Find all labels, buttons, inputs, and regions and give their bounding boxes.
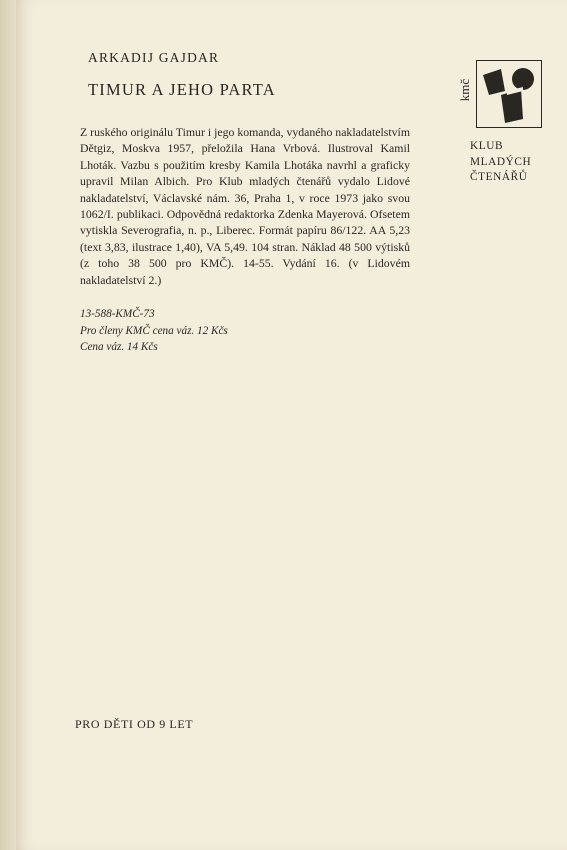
club-line-2: MLADÝCH bbox=[470, 155, 532, 168]
logo-shapes bbox=[477, 61, 540, 126]
age-recommendation: PRO DĚTI OD 9 LET bbox=[75, 717, 194, 731]
book-title: TIMUR A JEHO PARTA bbox=[88, 80, 276, 99]
member-price: Pro členy KMČ cena váz. 12 Kčs bbox=[80, 324, 228, 337]
club-name bbox=[470, 139, 531, 186]
price-codes bbox=[80, 306, 228, 356]
catalog-code: 13-588-KMČ-73 bbox=[80, 308, 155, 320]
club-line-3: ČTENÁŘŮ bbox=[470, 171, 528, 183]
club-line-1: KLUB bbox=[470, 140, 504, 152]
colophon-text: Z ruského originálu Timur i jego komanda, vydaného nakladatelstvím Dětgiz, Moskva 1957, přeložila Hana Vrbová. Ilustroval Kamil Lhoták. Vazbu s použitím kresby Kamila Lhotáka navrhl a graficky upravil Milan Albich. Pro Klub mladých čtenářů vydalo Lidové nakladatelství, Václavské nám. 36, Praha 1, v roce 1973 jako svou 1062/I. publikaci. Odpovědná redaktorka Zdenka Mayerová. Ofsetem vytiskla Severografia, n. p., Liberec. Formát papíru 86/122. AA 5,23 (text 3,83, ilustrace 1,40), VA 5,49. 104 stran. Náklad 48 500 výtisků (z toho 38 500 pro KMČ). 14-55. Vydání 16. (v Lidovém nakladatelství 2.) bbox=[80, 125, 410, 287]
kmc-geometric-logo-icon bbox=[476, 60, 542, 128]
page-gutter bbox=[0, 0, 16, 850]
publisher-logo bbox=[457, 60, 544, 132]
logo-kmc-text: kmč bbox=[457, 78, 473, 102]
retail-price: Cena váz. 14 Kčs bbox=[80, 341, 158, 353]
author-name: ARKADIJ GAJDAR bbox=[88, 50, 220, 65]
